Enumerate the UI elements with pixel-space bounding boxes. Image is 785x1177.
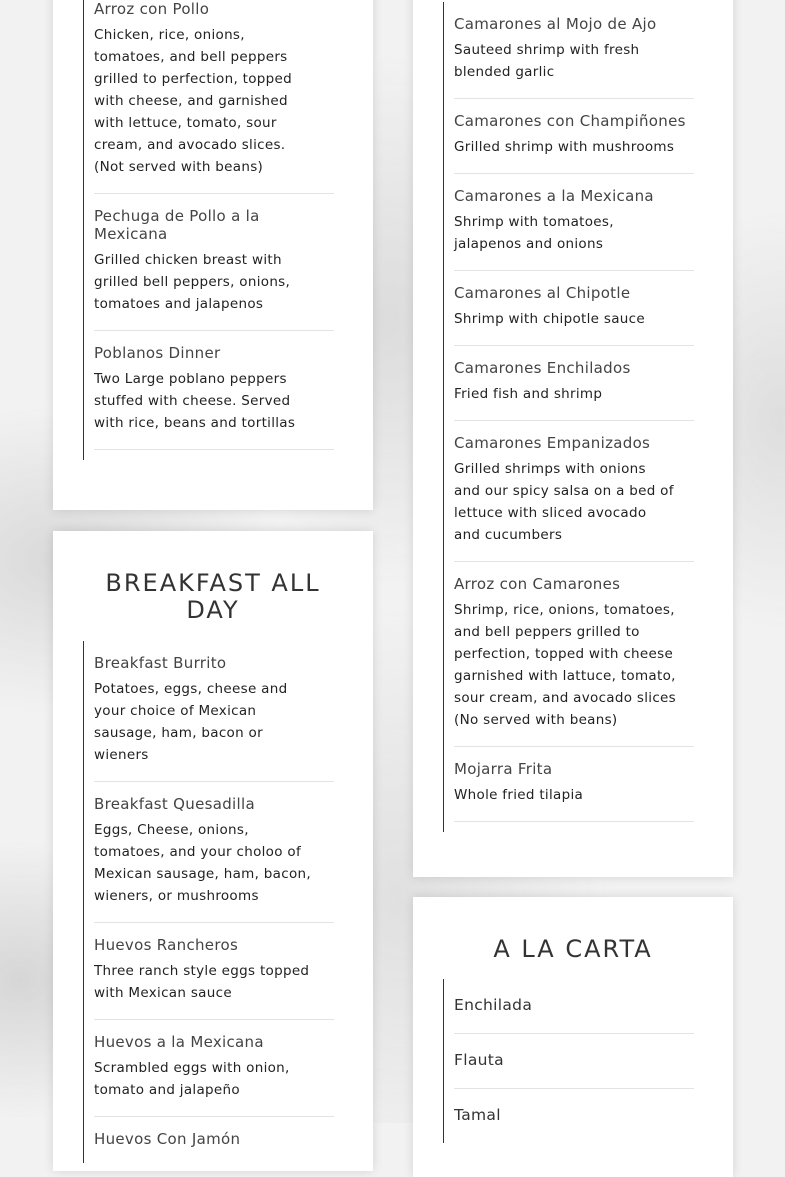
menu-item-name: Poblanos Dinner — [94, 344, 221, 362]
menu-item-description: Whole fried tilapia — [454, 787, 584, 803]
menu-item-description: Two Large poblano peppers stuffed with cheese. Served with rice, beans and tortillas — [94, 371, 296, 431]
menu-item-description: Eggs, Cheese, onions, tomatoes, and your choloo of Mexican sausage, ham, bacon, wieners, or mushrooms — [94, 822, 311, 904]
menu-item-name: Arroz con Camarones — [454, 575, 621, 593]
menu-item-description: Sauteed shrimp with fresh blended garlic — [454, 42, 640, 80]
menu-item — [94, 1117, 334, 1163]
menu-item-list — [83, 0, 334, 460]
menu-item-name: Camarones Enchilados — [454, 359, 631, 377]
menu-item-description: Grilled chicken breast with grilled bell peppers, onions, tomatoes and jalapenos — [94, 252, 291, 312]
menu-item — [94, 0, 334, 194]
menu-item-name: Mojarra Frita — [454, 760, 553, 778]
menu-item-name: Huevos a la Mexicana — [94, 1033, 264, 1051]
menu-item-description: Three ranch style eggs topped with Mexican sauce — [94, 963, 310, 1001]
menu-item — [94, 194, 334, 331]
menu-item-name: Enchilada — [454, 996, 533, 1014]
menu-item-name: Breakfast Quesadilla — [94, 795, 255, 813]
menu-item-name: Breakfast Burrito — [94, 654, 227, 672]
menu-item-name: Camarones Empanizados — [454, 434, 651, 452]
menu-item-name: Huevos Con Jamón — [94, 1130, 241, 1148]
menu-card-a-la-carta — [413, 897, 733, 1177]
menu-item-list — [443, 979, 694, 1143]
menu-item-description: Shrimp, rice, onions, tomatoes, and bell peppers grilled to perfection, topped with cheese garnished with lattuce, tomato, sour cream, and avocado slices (No served with beans) — [454, 602, 677, 728]
menu-item-description: Fried fish and shrimp — [454, 386, 603, 402]
section-title: A LA CARTA — [493, 935, 653, 963]
menu-item — [454, 2, 694, 99]
menu-item-name: Camarones al Mojo de Ajo — [454, 15, 657, 33]
menu-item — [454, 421, 694, 562]
menu-item-description: Grilled shrimps with onions and our spicy salsa on a bed of lettuce with sliced avocado and cucumbers — [454, 461, 674, 543]
menu-item — [454, 562, 694, 747]
menu-item — [454, 1034, 694, 1089]
menu-item — [94, 782, 334, 923]
menu-item-name: Huevos Rancheros — [94, 936, 239, 954]
menu-card-chicken — [53, 0, 373, 510]
menu-item-description: Grilled shrimp with mushrooms — [454, 139, 675, 155]
menu-item-description: Shrimp with tomatoes, jalapenos and onions — [454, 214, 614, 252]
menu-item — [454, 747, 694, 822]
menu-item-description: Scrambled eggs with onion, tomato and jalapeño — [94, 1060, 290, 1098]
menu-item-description: Shrimp with chipotle sauce — [454, 311, 645, 327]
menu-item — [454, 979, 694, 1034]
menu-item-description: Potatoes, eggs, cheese and your choice of Mexican sausage, ham, bacon or wieners — [94, 681, 288, 763]
menu-item-list — [83, 641, 334, 1163]
menu-item — [454, 1089, 694, 1143]
menu-item-name: Pechuga de Pollo a la Mexicana — [94, 207, 260, 243]
menu-item — [94, 1020, 334, 1117]
menu-item-name: Camarones al Chipotle — [454, 284, 631, 302]
section-title: BREAKFAST ALL DAY — [105, 569, 321, 624]
menu-item — [454, 174, 694, 271]
menu-item-name: Camarones a la Mexicana — [454, 187, 654, 205]
menu-item — [454, 99, 694, 174]
menu-item — [454, 346, 694, 421]
menu-item-name: Camarones con Champiñones — [454, 112, 686, 130]
menu-item-name: Tamal — [454, 1106, 501, 1124]
menu-card-seafood — [413, 0, 733, 877]
menu-card-breakfast — [53, 531, 373, 1171]
menu-item-name: Arroz con Pollo — [94, 0, 210, 18]
menu-item-list — [443, 2, 694, 832]
menu-item — [454, 271, 694, 346]
menu-item-description: Chicken, rice, onions, tomatoes, and bell peppers grilled to perfection, topped with cheese, and garnished with lettuce, tomato, sour cream, and avocado slices. (Not served with beans) — [94, 27, 292, 175]
menu-item-name: Flauta — [454, 1051, 504, 1069]
menu-item — [94, 641, 334, 782]
menu-item — [94, 331, 334, 450]
menu-item — [94, 923, 334, 1020]
